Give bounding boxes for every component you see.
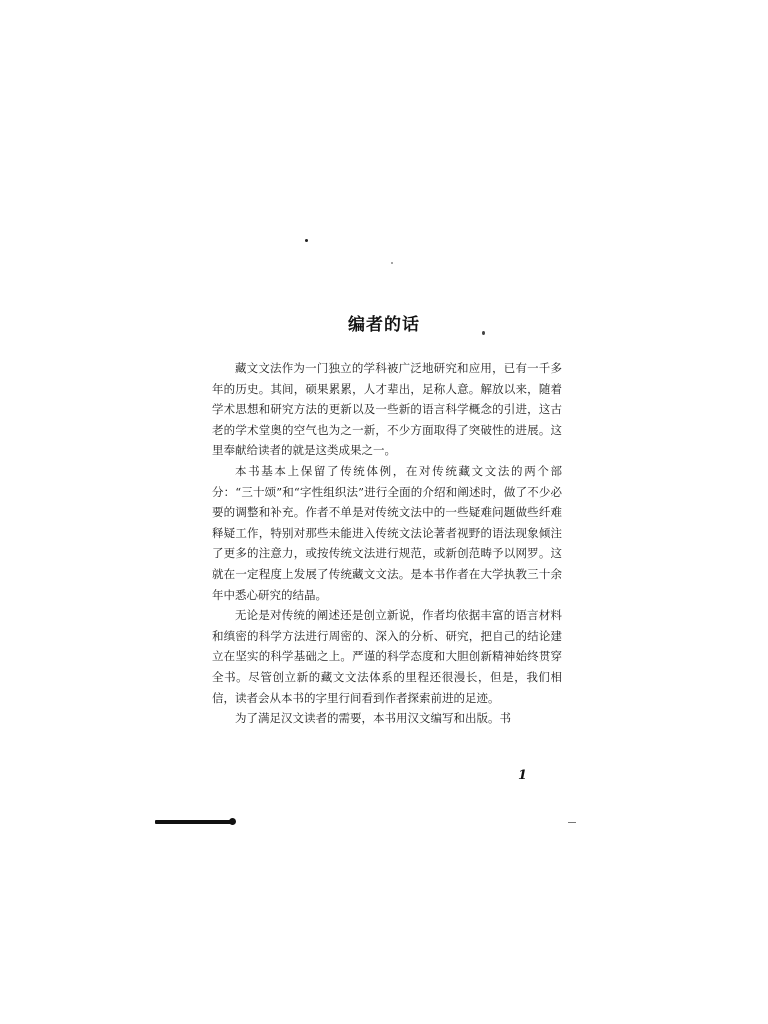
scan-speck bbox=[305, 239, 308, 242]
scan-edge-mark bbox=[229, 818, 236, 825]
paragraph: 本书基本上保留了传统体例，在对传统藏文文法的两个部分：“三十颂”和“字性组织法”进行全面的介绍和阐述时，做了不少必要的调整和补充。作者不单是对传统文法中的一些疑难问题做些纤难释疑工作，特别对那些未能进入传统文法论著者视野的语法现象倾注了更多的注意力，或按传统文法进行规范，或新创范畴予以网罗。这就在一定程度上发展了传统藏文文法。是本书作者在大学执教三十余年中悉心研究的结晶。 bbox=[212, 463, 562, 602]
body-text bbox=[212, 358, 562, 729]
paragraph: 藏文文法作为一门独立的学科被广泛地研究和应用，已有一千多年的历史。其间，硕果累累，人才辈出，足称人意。解放以来，随着学术思想和研究方法的更新以及一些新的语言科学概念的引进，这古老的学术堂奥的空气也为之一新，不少方面取得了突破性的进展。这里奉献给读者的就是这类成果之一。 bbox=[212, 361, 562, 458]
page-title: 编者的话 bbox=[348, 315, 420, 335]
paragraph: 为了满足汉文读者的需要，本书用汉文编写和出版。书 bbox=[235, 711, 511, 726]
scan-edge-mark bbox=[568, 822, 576, 823]
scan-speck bbox=[391, 262, 393, 264]
paragraph: 无论是对传统的阐述还是创立新说，作者均依据丰富的语言材料和缜密的科学方法进行周密的、深入的分析、研究，把自己的结论建立在坚实的科学基础之上。严谨的科学态度和大胆创新精神始终贯穿全书。尽管创立新的藏文文法体系的里程还很漫长，但是，我们相信，读者会从本书的字里行间看到作者探索前进的足迹。 bbox=[212, 608, 562, 705]
page-number: 1 bbox=[518, 768, 528, 783]
scan-edge-mark bbox=[155, 820, 231, 824]
